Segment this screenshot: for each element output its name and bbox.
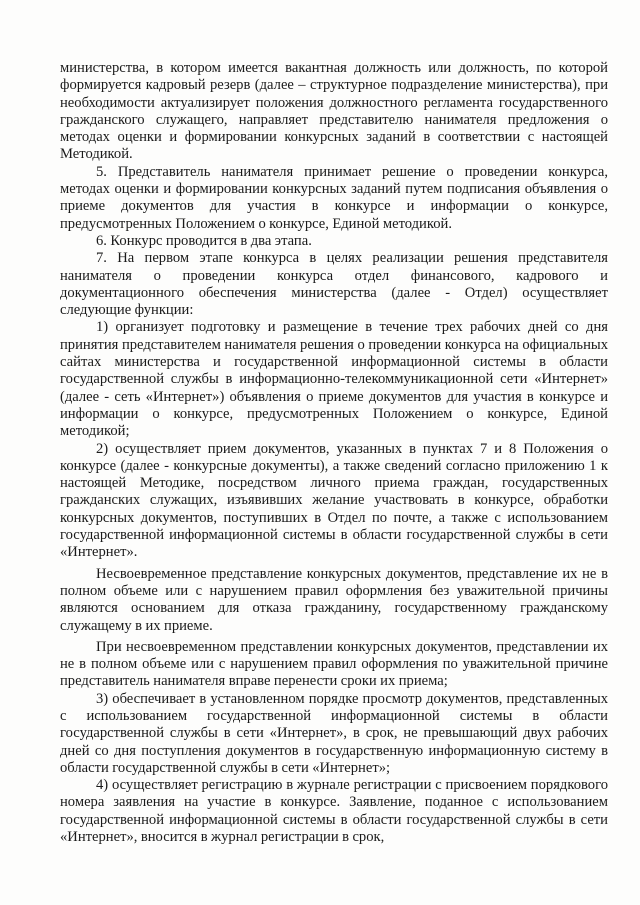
paragraph-subitem-2: 2) осуществляет прием документов, указанных в пунктах 7 и 8 Положения о конкурсе (далее - конкурсные документы), а также сведений согласно приложению 1 к настоящей Методике, посредством личного приема граждан, государственных гражданских служащих, изъявивших желание участвовать в конкурсе, обработки конкурсных документов, поступивших в Отдел по почте, а также с использованием государственной информационной системы в области государственной службы в сети «Интернет». (60, 440, 608, 561)
paragraph-item-6: 6. Конкурс проводится в два этапа. (96, 232, 312, 249)
paragraph-item-5: 5. Представитель нанимателя принимает решение о проведении конкурса, методах оценки и формировании конкурсных заданий путем подписания объявления о приеме документов для участия в конкурсе и информации о конкурсе, предусмотренных Положением о конкурсе, Единой методикой. (60, 163, 608, 232)
paragraph-subitem-3: 3) обеспечивает в установленном порядке просмотр документов, представленных с использованием государственной информационной системы в области государственной службы в сети «Интернет», в срок, не превышающий двух рабочих дней со дня поступления документов в государственную информационную систему в области государственной службы в сети «Интернет»; (60, 690, 608, 776)
paragraph-item-7: 7. На первом этапе конкурса в целях реализации решения представителя нанимателя о проведении конкурса отдел финансового, кадрового и документационного обеспечения министерства (далее - Отдел) осуществляет следующие функции: (60, 250, 608, 319)
paragraph-continuation: министерства, в котором имеется вакантная должность или должность, по которой формируется кадровый резерв (далее – структурное подразделение министерства), при необходимости актуализирует положения должностного регламента государственного гражданского служащего, направляет представителю нанимателя предложения о методах оценки и формировании конкурсных заданий в соответствии с настоящей Методикой. (60, 60, 608, 163)
paragraph-subitem-1: 1) организует подготовку и размещение в течение трех рабочих дней со дня принятия представителем нанимателя решения о проведении конкурса на официальных сайтах министерства и государственной информационной системы в области государственной службы в информационно-телекоммуникационной сети «Интернет» (далее - сеть «Интернет») объявления о приеме документов для участия в конкурсе и информации о конкурсе, предусмотренных Положением о конкурсе, Единой методикой; (60, 319, 608, 440)
paragraph-subitem-4: 4) осуществляет регистрацию в журнале регистрации с присвоением порядкового номера заявления на участие в конкурсе. Заявление, поданное с использованием государственной информационной системы в области государственной службы в сети «Интернет», вносится в журнал регистрации в срок, (60, 777, 608, 846)
paragraph-valid-reason: При несвоевременном представлении конкурсных документов, представлении их не в полном объеме или с нарушением правил оформления по уважительной причине представитель нанимателя вправе перенести сроки их приема; (60, 638, 608, 690)
paragraph-late-submission: Несвоевременное представление конкурсных документов, представление их не в полном объеме или с нарушением правил оформления без уважительной причины являются основанием для отказа гражданину, государственному гражданскому служащему в их приеме. (60, 565, 608, 634)
